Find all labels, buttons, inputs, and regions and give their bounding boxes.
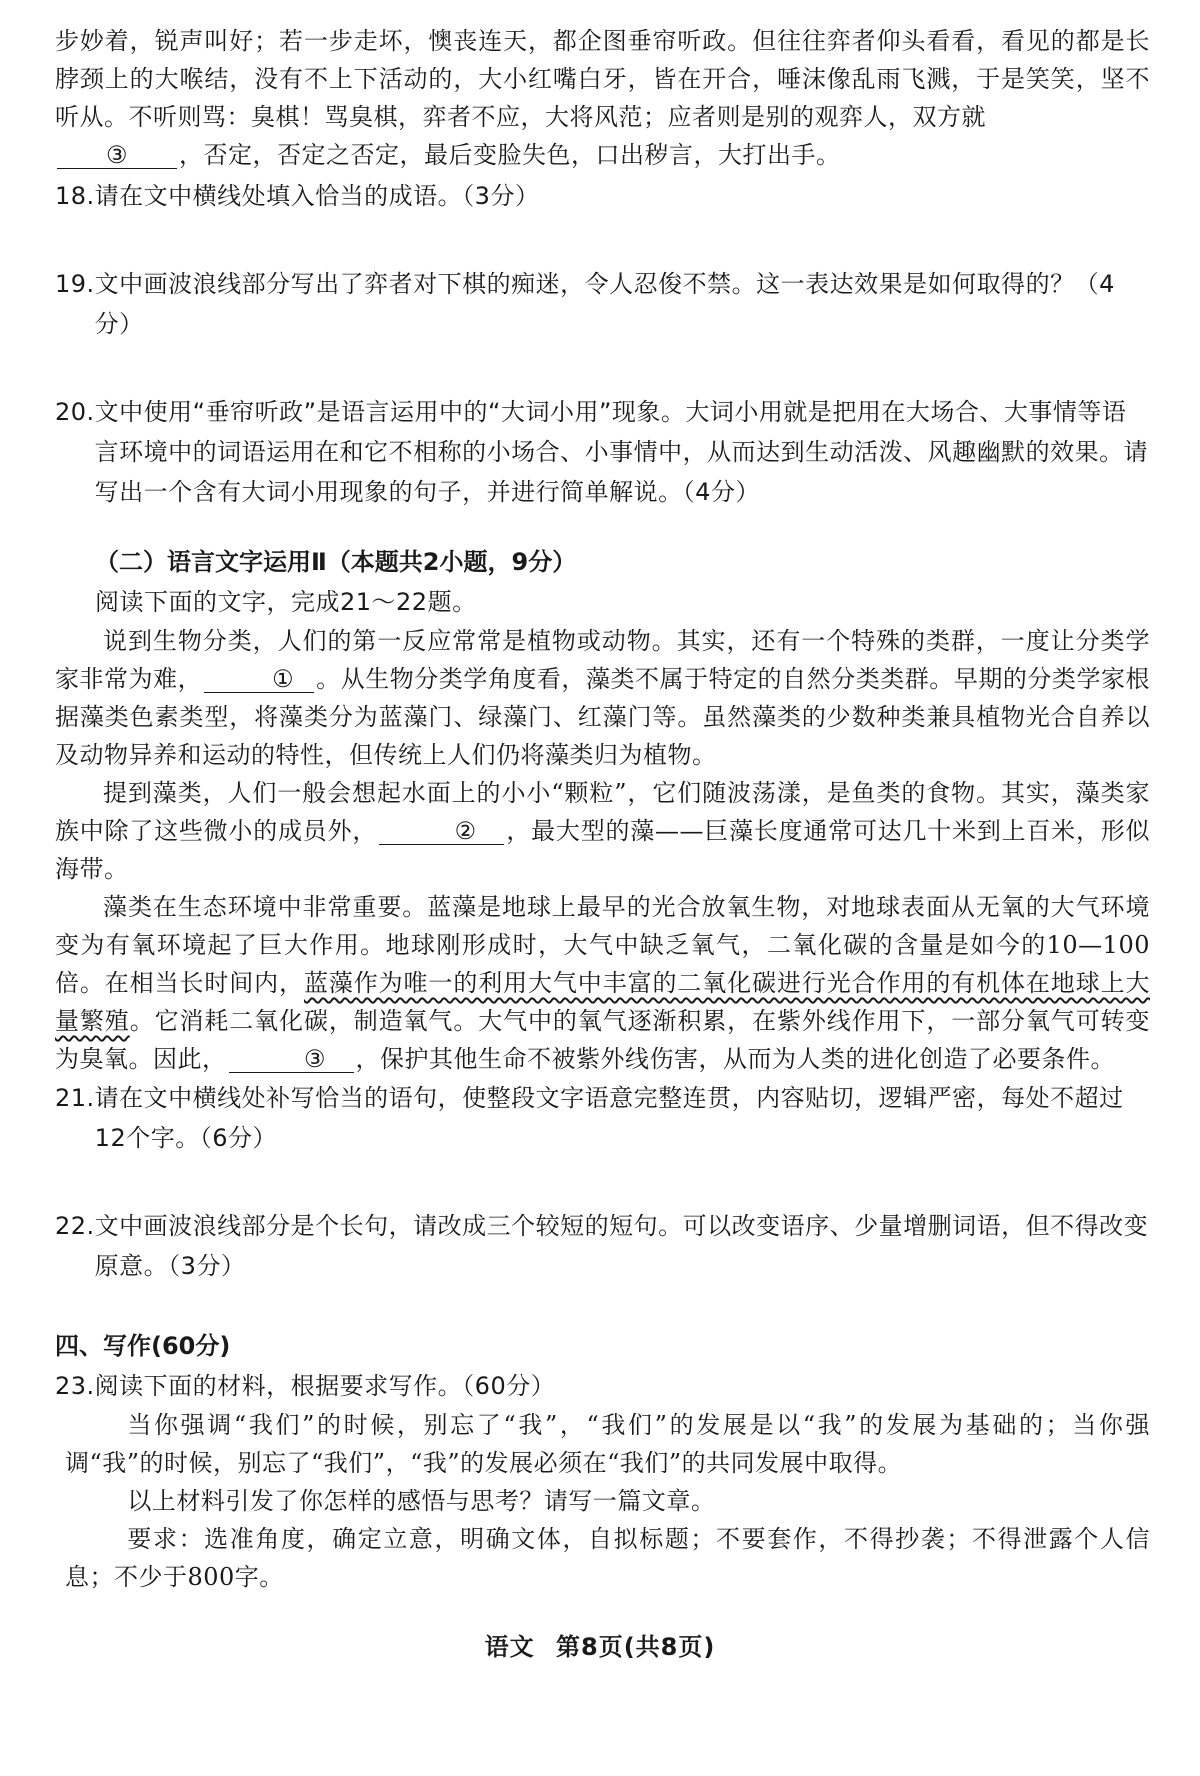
paragraph-text: ，最大型的藻——巨藻长度通常可达几十米到上百米，形似海带。 (55, 817, 1150, 883)
blank-3: ③ (229, 1046, 354, 1073)
question-number: 18. (55, 182, 95, 210)
question-19 (55, 264, 1150, 344)
paragraph-2 (55, 774, 1150, 888)
footer-page-number: 第8页(共8页) (556, 1633, 716, 1661)
passage-top-end: ，否定，否定之否定，最后变脸失色，口出秽言，大打出手。 (179, 141, 841, 169)
question-23 (55, 1366, 1150, 1406)
paragraph-text: 提到藻类，人们一般会想起水面上的小小“颗粒”，它们随波荡漾，是鱼类的食物。其实，藻类家族中除了这些微小的成员外， (55, 779, 1150, 845)
question-number: 23. (55, 1372, 95, 1400)
section-title: （二）语言文字运用Ⅱ（本题共2小题，9分） (95, 548, 577, 576)
paragraph-text: 。它消耗二氧化碳，制造氧气。大气中的氧气逐渐积累，在紫外线作用下，一部分氧气可转变为臭氧。因此， (55, 1007, 1150, 1073)
paragraph-text: 。从生物分类学角度看，藻类不属于特定的自然分类类群。早期的分类学家根据藻类色素类型，将藻类分为蓝藻门、绿藻门、红藻门等。虽然藻类的少数种类兼具植物光合自养以及动物异养和运动的特性，但传统上人们仍将藻类归为植物。 (55, 665, 1151, 769)
writing-material (55, 1406, 1150, 1596)
paragraph-text: 说到生物分类，人们的第一反应常常是植物或动物。其实，还有一个特殊的类群，一度让分类学家非常为难， (55, 627, 1150, 693)
question-22 (55, 1206, 1150, 1286)
section-writing-title: 四、写作(60分) (55, 1332, 231, 1360)
page-footer (0, 1627, 1200, 1662)
question-text: 文中画波浪线部分是个长句，请改成三个较短的短句。可以改变语序、少量增删词语，但不得改变原意。（3分） (94, 1212, 1149, 1280)
question-text: 请在文中横线处填入恰当的成语。（3分） (94, 182, 540, 210)
question-text: 文中画波浪线部分写出了弈者对下棋的痴迷，令人忍俊不禁。这一表达效果是如何取得的？（4分） (94, 270, 1115, 338)
question-number: 21. (55, 1084, 95, 1112)
section-language-use-2 (55, 542, 1150, 622)
blank-2: ② (379, 818, 504, 845)
passage-top (55, 22, 1150, 174)
paragraph-text: ，保护其他生命不被紫外线伤害，从而为人类的进化创造了必要条件。 (355, 1045, 1115, 1073)
section-intro: 阅读下面的文字，完成21～22题。 (95, 588, 477, 616)
question-21 (55, 1078, 1150, 1158)
passage-top-text: 步妙着，锐声叫好；若一步走坏，懊丧连天，都企图垂帘听政。但往往弈者仰头看看，看见的都是长脖颈上的大喉结，没有不上下活动的，大小红嘴白牙，皆在开合，唾沫像乱雨飞溅，于是笑笑，坚不听从。不听则骂：臭棋！骂臭棋，弈者不应，大将风范；应者则是别的观弈人，双方就 (55, 27, 1150, 131)
question-number: 20. (55, 398, 95, 426)
writing-prompt: 以上材料引发了你怎样的感悟与思考？请写一篇文章。 (127, 1487, 716, 1515)
question-20 (55, 392, 1150, 512)
paragraph-text: 藻类在生态环境中非常重要。蓝藻是地球上最早的光合放氧生物，对地球表面从无氧的大气环境变为有氧环境起了巨大作用。地球刚形成时，大气中缺乏氧气，二氧化碳的含量是如今的10—100倍。在相当长时间内， (55, 893, 1150, 997)
wavy-underlined-sentence: 蓝藻作为唯一的利用大气中丰富的二氧化碳进行光合作用的有机体在地球上大量繁殖 (55, 969, 1150, 1035)
exam-page (55, 22, 1150, 1596)
footer-subject: 语文 (484, 1633, 535, 1661)
blank-3-top: ③ (57, 142, 177, 169)
question-number: 22. (55, 1212, 95, 1240)
question-text: 阅读下面的材料，根据要求写作。（60分） (94, 1372, 556, 1400)
question-number: 19. (55, 270, 95, 298)
material-text: 当你强调“我们”的时候，别忘了“我”，“我们”的发展是以“我”的发展为基础的；当你强调“我”的时候，别忘了“我们”，“我”的发展必须在“我们”的共同发展中取得。 (65, 1411, 1150, 1477)
paragraph-1 (55, 622, 1150, 774)
question-text: 请在文中横线处补写恰当的语句，使整段文字语意完整连贯，内容贴切，逻辑严密，每处不超过12个字。（6分） (94, 1084, 1124, 1152)
paragraph-3 (55, 888, 1150, 1078)
blank-1: ① (204, 666, 314, 693)
question-18 (55, 176, 1150, 216)
question-text: 文中使用“垂帘听政”是语言运用中的“大词小用”现象。大词小用就是把用在大场合、大事情等语言环境中的词语运用在和它不相称的小场合、小事情中，从而达到生动活泼、风趣幽默的效果。请写出一个含有大词小用现象的句子，并进行简单解说。（4分） (94, 398, 1149, 506)
writing-requirements: 要求：选准角度，确定立意，明确文体，自拟标题；不要套作，不得抄袭；不得泄露个人信息；不少于800字。 (65, 1525, 1150, 1591)
